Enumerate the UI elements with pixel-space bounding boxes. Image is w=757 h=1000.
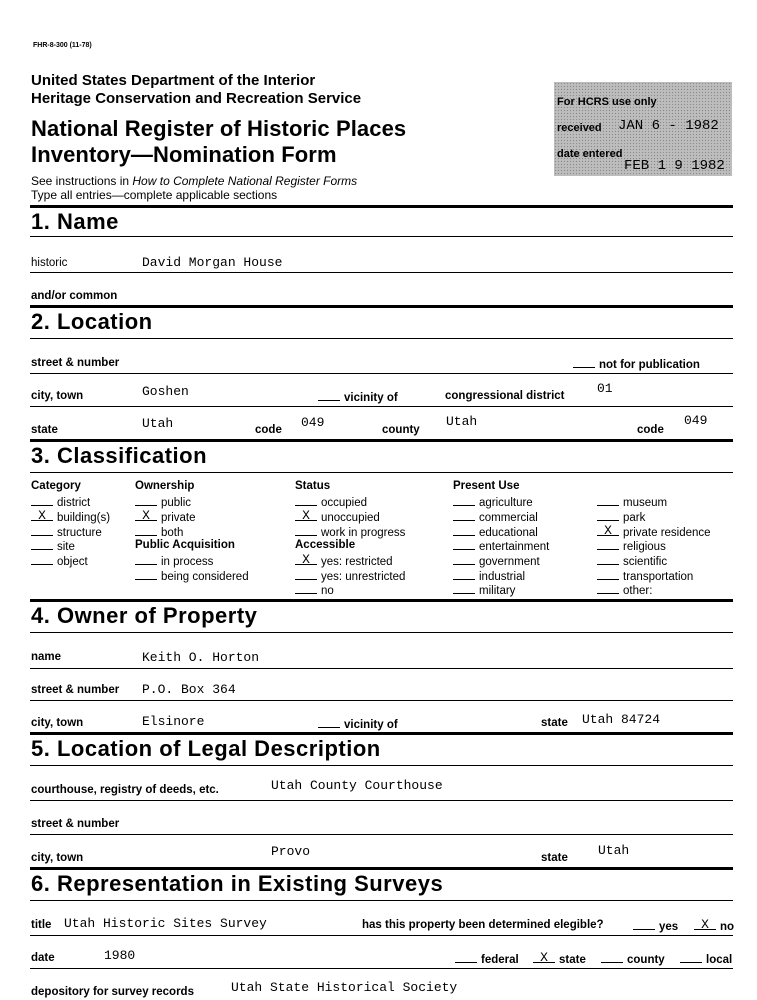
rule [30,800,733,801]
owner-name-label: name [31,651,62,663]
use-agriculture: agriculture [453,495,533,509]
owner-state-value: Utah 84724 [582,712,661,727]
legal-city-label: city, town [31,852,84,864]
county-label: county [382,424,420,436]
level-state: X state [533,952,586,966]
form-id: FHR-8-300 (11-78) [33,42,92,49]
pubacq-head: Public Acquisition [135,539,235,551]
status-head: Status [295,480,331,492]
loc-vicinity: vicinity of [318,390,398,404]
rule [30,867,733,870]
congdist-label: congressional district [445,390,565,402]
legal-street-label: street & number [31,818,120,830]
category-site: site [31,539,75,553]
legal-state-value: Utah [598,843,630,858]
owner-street-label: street & number [31,684,120,696]
historic-label: historic [31,257,68,269]
owner-street-value: P.O. Box 364 [142,682,236,697]
owner-vicinity: vicinity of [318,717,398,731]
present-use-head: Present Use [453,480,520,492]
use-museum: museum [597,495,667,509]
loc-state-value: Utah [142,416,174,431]
rule [30,205,733,208]
owner-city-value: Elsinore [142,714,205,729]
depository-value: Utah State Historical Society [231,980,458,995]
use-private-residence: X private residence [597,525,711,539]
level-county: county [601,952,665,966]
level-federal: federal [455,952,519,966]
survey-date-label: date [31,952,55,964]
dept-line-1: United States Department of the Interior [31,72,316,89]
eligible-question: has this property been determined elegible? [362,919,604,931]
use-other: other: [597,583,652,597]
survey-date-value: 1980 [104,948,136,963]
rule [30,935,733,936]
category-structure: structure [31,525,102,539]
section-6-title: 6. Representation in Existing Surveys [31,871,444,896]
loc-code-label: code [255,424,282,436]
use-scientific: scientific [597,554,667,568]
legal-city-value: Provo [271,844,311,859]
status-work-in-progress: work in progress [295,525,405,539]
county-code: 049 [684,413,708,428]
section-1-title: 1. Name [31,209,119,234]
stamp-for-hcrs: For HCRS use only [557,96,657,108]
section-5-title: 5. Location of Legal Description [31,736,381,761]
instructions-line-1: See instructions in How to Complete National Register Forms [31,174,358,188]
owner-state-label: state [541,717,568,729]
category-head: Category [31,480,81,492]
ownership-private: X private [135,510,196,524]
county-value: Utah [446,414,478,429]
courthouse-label: courthouse, registry of deeds, etc. [31,784,219,796]
rule [30,406,733,407]
stamp-received-label: received [557,122,602,134]
not-for-publication: not for publication [573,357,700,371]
rule [30,632,733,633]
use-religious: religious [597,539,666,553]
rule [30,599,733,602]
owner-name-value: Keith O. Horton [142,650,260,665]
instructions-line-2: Type all entries—complete applicable sections [31,188,278,202]
accessible-unrestricted: yes: unrestricted [295,569,405,583]
use-entertainment: entertainment [453,539,549,553]
use-industrial: industrial [453,569,525,583]
loc-city-value: Goshen [142,384,189,399]
county-code-label: code [637,424,664,436]
use-park: park [597,510,645,524]
common-label: and/or common [31,290,118,302]
section-3-title: 3. Classification [31,443,208,468]
use-government: government [453,554,540,568]
legal-state-label: state [541,852,568,864]
congdist-value: 01 [597,381,613,396]
status-occupied: occupied [295,495,367,509]
loc-street-label: street & number [31,357,120,369]
eligible-no: X no [694,919,734,933]
rule [30,338,733,339]
rule [30,472,733,473]
accessible-no: no [295,583,334,597]
pubacq-in-process: in process [135,554,213,568]
rule [30,668,733,669]
stamp-date-entered: FEB 1 9 1982 [624,158,725,174]
hcrs-stamp [554,82,732,176]
rule [30,968,733,969]
dept-line-2: Heritage Conservation and Recreation Service [31,90,362,107]
form-title-2: Inventory—Nomination Form [31,142,337,167]
rule [30,732,733,735]
rule [30,272,733,273]
rule [30,439,733,442]
loc-state-code: 049 [301,415,325,430]
ownership-head: Ownership [135,480,195,492]
owner-city-label: city, town [31,717,84,729]
stamp-date-entered-label: date entered [557,148,623,160]
use-commercial: commercial [453,510,538,524]
section-4-title: 4. Owner of Property [31,603,258,628]
depository-label: depository for survey records [31,986,194,998]
survey-title-label: title [31,919,52,931]
rule [30,834,733,835]
accessible-head: Accessible [295,539,356,551]
use-military: military [453,583,515,597]
loc-city-label: city, town [31,390,84,402]
rule [30,305,733,308]
status-unoccupied: X unoccupied [295,510,380,524]
ownership-public: public [135,495,191,509]
accessible-restricted: X yes: restricted [295,554,393,568]
rule [30,373,733,374]
stamp-received-date: JAN 6 - 1982 [618,118,719,134]
use-transportation: transportation [597,569,693,583]
category-district: district [31,495,90,509]
form-title-1: National Register of Historic Places [31,116,407,141]
loc-state-label: state [31,424,58,436]
rule [30,700,733,701]
rule [30,236,733,237]
ownership-both: both [135,525,183,539]
category-building: X building(s) [31,510,110,524]
survey-title-value: Utah Historic Sites Survey [64,916,267,931]
use-educational: educational [453,525,538,539]
level-local: local [680,952,732,966]
eligible-yes: yes [633,919,678,933]
rule [30,900,733,901]
courthouse-value: Utah County Courthouse [271,778,443,793]
rule [30,765,733,766]
section-2-title: 2. Location [31,309,153,334]
historic-value: David Morgan House [142,255,283,270]
category-object: object [31,554,88,568]
pubacq-being-considered: being considered [135,569,249,583]
